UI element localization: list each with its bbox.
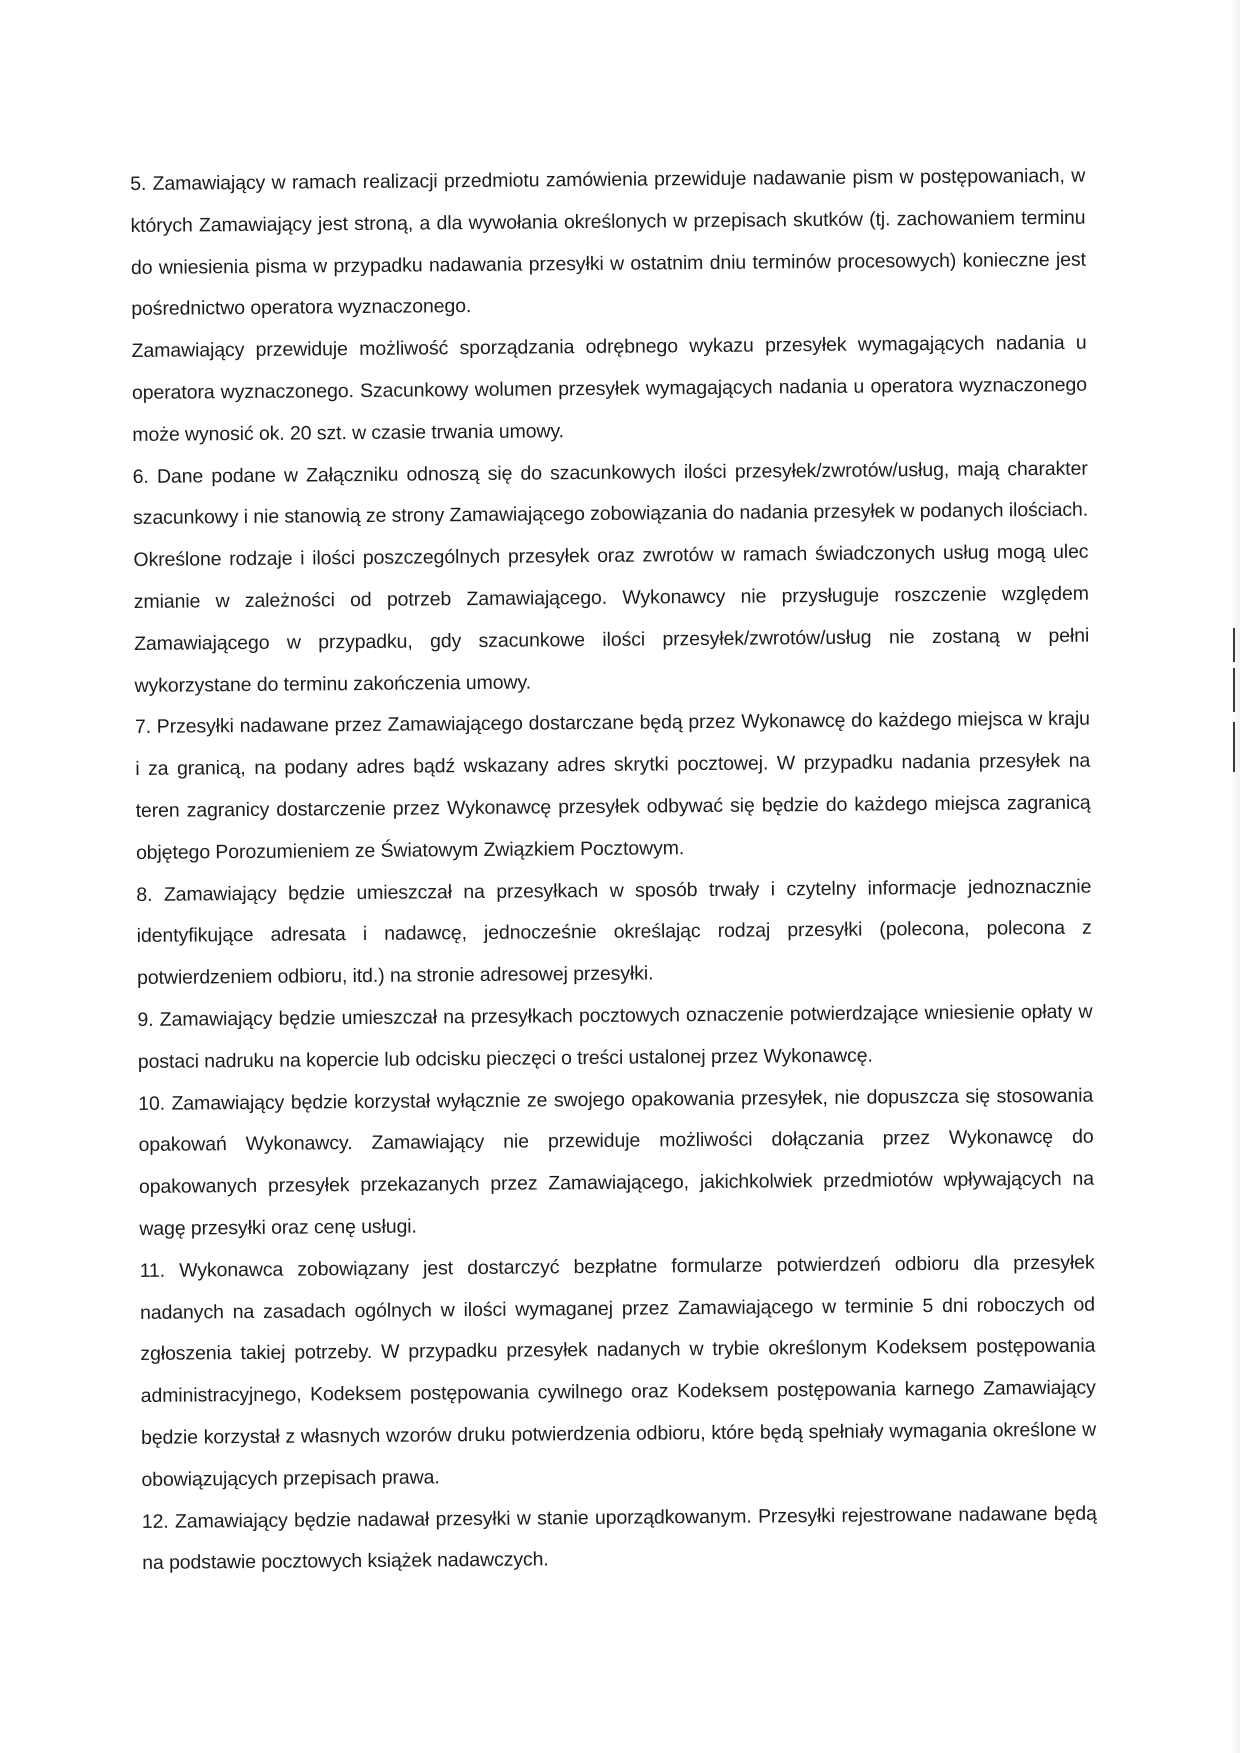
document-body (130, 156, 1097, 1585)
paragraph-5-continued: Zamawiający przewiduje możliwość sporządzania odrębnego wykazu przesyłek wymagających nadania u operatora wyznaczonego. Szacunkowy wolumen przesyłek wymagających nadania u operatora wyznaczonego może wynosić ok. 20 szt. w czasie trwania umowy. (131, 331, 1088, 446)
paragraph-5: 5. Zamawiający w ramach realizacji przedmiotu zamówienia przewiduje nadawanie pism w postępowaniach, w których Zamawiający jest stroną, a dla wywołania określonych w przepisach skutków (tj. zachowaniem terminu do wniesienia pisma w przypadku nadawania przesyłki w ostatnim dniu terminów procesowych) konieczne jest pośrednictwo operatora wyznaczonego. (130, 164, 1086, 321)
paragraph-10: 10. Zamawiający będzie korzystał wyłącznie ze swojego opakowania przesyłek, nie dopuszcza się stosowania opakowań Wykonawcy. Zamawiający nie przewiduje możliwości dołączania przez Wykonawcę do opakowanych przesyłek przekazanych przez Zamawiającego, jakichkolwiek przedmiotów wpływających na wagę przesyłki oraz cenę usługi. (138, 1084, 1094, 1240)
paragraph-7: 7. Przesyłki nadawane przez Zamawiającego dostarczane będą przez Wykonawcę do każdego miejsca w kraju i za granicą, na podany adres bądź wskazany adres skrytki pocztowej. W przypadku nadania przesyłek na teren zagranicy dostarczenie przez Wykonawcę przesyłek odbywać się będzie do każdego miejsca zagranicą objętego Porozumieniem ze Światowym Związkiem Pocztowym. (134, 708, 1091, 864)
margin-mark (1233, 668, 1235, 712)
paragraph-6: 6. Dane podane w Załączniku odnoszą się do szacunkowych ilości przesyłek/zwrotów/usług, mają charakter szacunkowy i nie stanowią ze strony Zamawiającego zobowiązania do nadania przesyłek w podanych ilościach. Określone rodzaje i ilości poszczególnych przesyłek oraz zwrotów w ramach świadczonych usług mogą ulec zmianie w zależności od potrzeb Zamawiającego. Wykonawcy nie przysługuje roszczenie względem Zamawiającego w przypadku, gdy szacunkowe ilości przesyłek/zwrotów/usług nie zostaną w pełni wykorzystane do terminu zakończenia umowy. (132, 457, 1090, 697)
paragraph-12: 12. Zamawiający będzie nadawał przesyłki w stanie uporządkowanym. Przesyłki rejestrowane nadawane będą na podstawie pocztowych książek nadawczych. (141, 1502, 1097, 1575)
margin-mark (1233, 722, 1235, 772)
margin-mark (1233, 628, 1235, 662)
scan-edge-shadow (1230, 0, 1240, 1753)
paragraph-9: 9. Zamawiający będzie umieszczał na przesyłkach pocztowych oznaczenie potwierdzające wniesienie opłaty w postaci nadruku na kopercie lub odcisku pieczęci o treści ustalonej przez Wykonawcę. (137, 1000, 1093, 1073)
paragraph-8: 8. Zamawiający będzie umieszczał na przesyłkach w sposób trwały i czytelny informacje jednoznacznie identyfikujące adresata i nadawcę, jednocześnie określając rodzaj przesyłki (polecona, polecona z potwierdzeniem odbioru, itd.) na stronie adresowej przesyłki. (136, 875, 1092, 990)
paragraph-11: 11. Wykonawca zobowiązany jest dostarczyć bezpłatne formularze potwierdzeń odbioru dla przesyłek nadanych na zasadach ogólnych w ilości wymaganej przez Zamawiającego w terminie 5 dni roboczych od zgłoszenia takiej potrzeby. W przypadku przesyłek nadanych w trybie określonym Kodeksem postępowania administracyjnego, Kodeksem postępowania cywilnego oraz Kodeksem postępowania karnego Zamawiający będzie korzystał z własnych wzorów druku potwierdzenia odbioru, które będą spełniały wymagania określone w obowiązujących przepisach prawa. (139, 1251, 1097, 1491)
